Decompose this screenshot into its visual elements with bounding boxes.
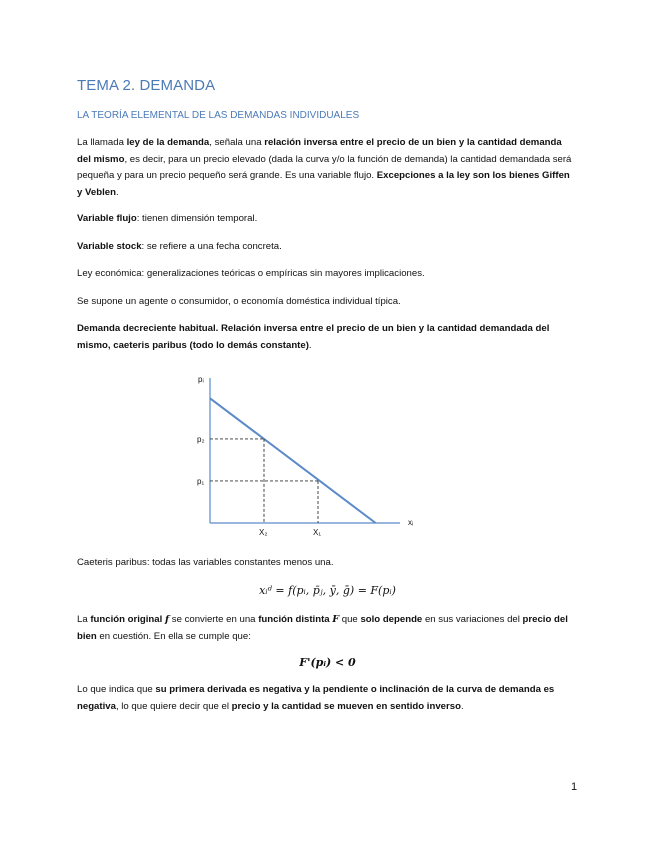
text-run: se convierte en una (169, 614, 259, 625)
text-bold: su primera derivada es negativa y la pendiente o inclinación de la curva de demanda es negativa (77, 684, 555, 712)
section-subtitle: LA TEORÍA ELEMENTAL DE LAS DEMANDAS INDIVIDUALES (77, 110, 360, 121)
math-f: f (164, 614, 170, 625)
text-run: , señala una (209, 137, 265, 148)
page-number: 1 (571, 781, 578, 793)
equation-derivative (0, 656, 655, 669)
text-run: en cuestión. En ella se cumple que: (96, 630, 251, 642)
price-tick-label: p₁ (197, 476, 205, 486)
text-bold: Variable flujo (77, 213, 137, 224)
paragraph-caeteris-paribus: Caeteris paribus: todas las variables constantes menos una. (77, 557, 334, 568)
paragraph-agente: Se supone un agente o consumidor, o economía doméstica individual típica. (77, 296, 401, 307)
text-run: La llamada (77, 137, 127, 148)
text-bold: Excepciones a la ley son los bienes Giffen y Veblen (77, 170, 570, 198)
paragraph-demanda-decreciente (77, 321, 577, 354)
text-run: : se refiere a una fecha concreta. (141, 241, 282, 252)
text-run: . (308, 339, 312, 351)
page-title: TEMA 2. DEMANDA (77, 77, 216, 94)
paragraph-variable-stock (77, 239, 577, 256)
equation-derivative-text: F'(pᵢ) < 0 (299, 656, 356, 669)
text-bold: precio del bien (77, 614, 568, 642)
text-bold: Demanda decreciente habitual. Relación inversa entre el precio de un bien y la cantidad demandada del mismo, caeteris paribus (todo lo demás constante) (77, 323, 550, 351)
text-run: La (77, 614, 91, 625)
paragraph-ley-economica: Ley económica: generalizaciones teóricas o empíricas sin mayores implicaciones. (77, 268, 425, 279)
demand-curve-line (210, 398, 376, 523)
text-bold: función distinta (258, 614, 333, 625)
paragraph-variable-flujo (77, 211, 577, 228)
paragraph-derivada-negativa (77, 682, 577, 715)
text-bold: ley de la demanda (126, 137, 210, 148)
demand-curve-chart (190, 370, 430, 545)
text-bold: precio y la cantidad se mueven en sentido inverso (231, 700, 461, 712)
text-run: Lo que indica que (77, 684, 156, 695)
price-tick-label: p₂ (197, 434, 205, 444)
text-run: : tienen dimensión temporal. (136, 213, 258, 224)
quantity-tick-label: X₂ (259, 528, 268, 537)
x-axis-label: xᵢ (408, 518, 414, 527)
math-F: F (332, 614, 340, 625)
text-bold: función original (90, 614, 165, 625)
text-run: , lo que quiere decir que el (115, 700, 232, 712)
quantity-tick-label: X₁ (313, 528, 322, 537)
equation-demand-function: xᵢᵈ = f(pᵢ, p̄ⱼ, ȳ, ḡ) = F(pᵢ) (259, 584, 396, 597)
paragraph-ley-demanda (77, 135, 577, 201)
text-run: , es decir, para un precio elevado (dada la curva y/o la función de demanda) la cantidad demandada será pequeña y para un precio pequeño será grande. Es una variable flujo. (77, 153, 572, 181)
text-bold: Variable stock (77, 241, 142, 252)
paragraph-funcion-distinta (77, 612, 577, 645)
text-run: . (460, 700, 464, 712)
text-bold: solo depende (360, 614, 423, 625)
text-run: en sus variaciones del (422, 614, 523, 625)
text-run: . (115, 186, 119, 198)
text-bold: relación inversa entre el precio de un bien y la cantidad demanda del mismo (77, 137, 562, 165)
y-axis-label: pᵢ (198, 375, 204, 384)
text-run: que (339, 614, 361, 625)
